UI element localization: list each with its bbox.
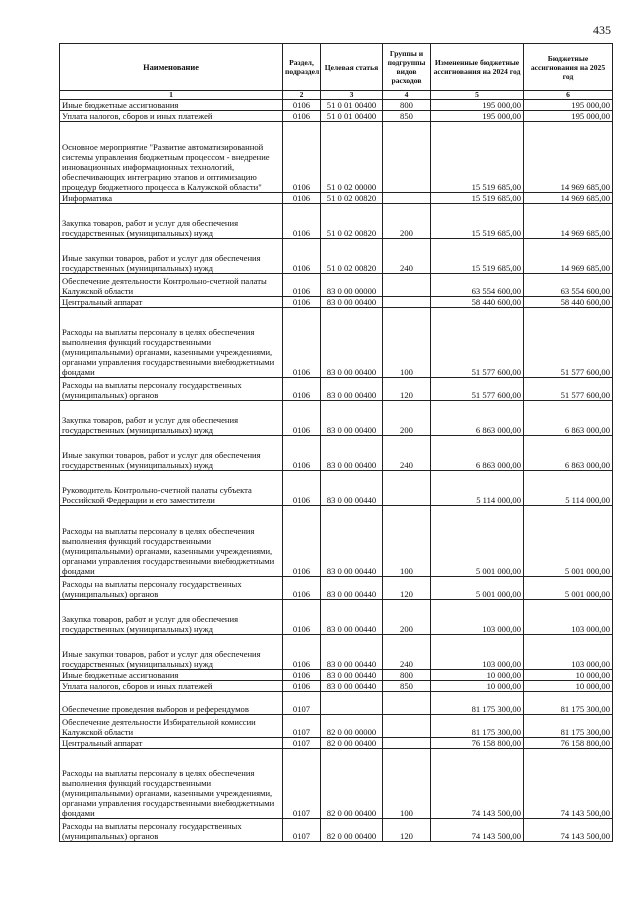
row-section: 0106 — [283, 378, 321, 401]
row-group — [383, 193, 431, 204]
row-target: 51 0 01 00400 — [321, 100, 383, 111]
header-group: Группы и подгруппы видов расходов — [383, 44, 431, 91]
row-amount-2024: 81 175 300,00 — [431, 692, 524, 715]
row-section: 0106 — [283, 670, 321, 681]
table-row — [60, 681, 613, 692]
row-name: Обеспечение проведения выборов и референдумов — [60, 692, 283, 715]
row-section: 0106 — [283, 471, 321, 506]
row-section: 0106 — [283, 239, 321, 274]
column-number: 3 — [321, 91, 383, 100]
row-amount-2024: 74 143 500,00 — [431, 749, 524, 819]
row-group — [383, 715, 431, 738]
row-amount-2025: 51 577 600,00 — [524, 378, 613, 401]
row-name: Информатика — [60, 193, 283, 204]
row-amount-2024: 6 863 000,00 — [431, 401, 524, 436]
table-row — [60, 600, 613, 635]
row-group: 120 — [383, 577, 431, 600]
row-amount-2025: 103 000,00 — [524, 635, 613, 670]
row-amount-2024: 58 440 600,00 — [431, 297, 524, 308]
row-target — [321, 692, 383, 715]
row-group: 240 — [383, 436, 431, 471]
row-name: Уплата налогов, сборов и иных платежей — [60, 111, 283, 122]
column-number: 6 — [524, 91, 613, 100]
row-group: 850 — [383, 111, 431, 122]
row-amount-2024: 103 000,00 — [431, 600, 524, 635]
page-number: 435 — [593, 23, 611, 37]
header-section: Раздел, подраздел — [283, 44, 321, 91]
row-amount-2025: 14 969 685,00 — [524, 122, 613, 193]
row-target: 51 0 02 00820 — [321, 204, 383, 239]
row-name: Уплата налогов, сборов и иных платежей — [60, 681, 283, 692]
row-group — [383, 471, 431, 506]
row-section: 0106 — [283, 274, 321, 297]
row-name: Расходы на выплаты персоналу государственных (муниципальных) органов — [60, 577, 283, 600]
row-group: 850 — [383, 681, 431, 692]
row-amount-2025: 195 000,00 — [524, 100, 613, 111]
row-target: 83 0 00 00400 — [321, 378, 383, 401]
row-name: Основное мероприятие "Развитие автоматизированной системы управления бюджетным процессом - внедрение инновационных информационных технологий, обеспечивающих интеграцию этапов и оптимизацию процедур бюджетного процесса в Калужской области" — [60, 122, 283, 193]
row-amount-2024: 103 000,00 — [431, 635, 524, 670]
row-amount-2025: 14 969 685,00 — [524, 193, 613, 204]
row-name: Иные бюджетные ассигнования — [60, 100, 283, 111]
row-target: 83 0 00 00400 — [321, 401, 383, 436]
row-amount-2024: 5 001 000,00 — [431, 577, 524, 600]
row-amount-2024: 15 519 685,00 — [431, 204, 524, 239]
row-section: 0106 — [283, 436, 321, 471]
row-name: Иные закупки товаров, работ и услуг для обеспечения государственных (муниципальных) нужд — [60, 635, 283, 670]
row-amount-2024: 195 000,00 — [431, 111, 524, 122]
row-target: 51 0 02 00820 — [321, 239, 383, 274]
column-number: 2 — [283, 91, 321, 100]
row-amount-2025: 5 001 000,00 — [524, 577, 613, 600]
row-group: 100 — [383, 308, 431, 378]
header-amount-2024: Измененные бюджетные ассигнования на 2024 год — [431, 44, 524, 91]
row-amount-2024: 74 143 500,00 — [431, 819, 524, 842]
row-section: 0107 — [283, 738, 321, 749]
table-row — [60, 401, 613, 436]
table-row — [60, 204, 613, 239]
table-row — [60, 692, 613, 715]
row-target: 83 0 00 00000 — [321, 274, 383, 297]
row-target: 83 0 00 00440 — [321, 600, 383, 635]
row-target: 83 0 00 00440 — [321, 635, 383, 670]
row-group: 120 — [383, 378, 431, 401]
row-group — [383, 122, 431, 193]
row-name: Закупка товаров, работ и услуг для обеспечения государственных (муниципальных) нужд — [60, 204, 283, 239]
row-amount-2024: 5 114 000,00 — [431, 471, 524, 506]
row-group: 240 — [383, 239, 431, 274]
table-row — [60, 635, 613, 670]
row-amount-2025: 81 175 300,00 — [524, 715, 613, 738]
row-amount-2025: 74 143 500,00 — [524, 749, 613, 819]
row-target: 83 0 00 00400 — [321, 436, 383, 471]
column-number: 4 — [383, 91, 431, 100]
row-group: 100 — [383, 749, 431, 819]
row-amount-2024: 15 519 685,00 — [431, 122, 524, 193]
row-name: Центральный аппарат — [60, 738, 283, 749]
column-number-row — [60, 91, 613, 100]
row-section: 0106 — [283, 577, 321, 600]
table-row — [60, 100, 613, 111]
row-amount-2024: 51 577 600,00 — [431, 308, 524, 378]
row-target: 82 0 00 00400 — [321, 738, 383, 749]
table-row — [60, 436, 613, 471]
row-name: Расходы на выплаты персоналу в целях обеспечения выполнения функций государственными (муниципальными) органами, казенными учреждениями, органами управления государственными внебюджетными фондами — [60, 308, 283, 378]
row-section: 0106 — [283, 100, 321, 111]
row-section: 0106 — [283, 204, 321, 239]
row-group: 200 — [383, 401, 431, 436]
row-amount-2025: 58 440 600,00 — [524, 297, 613, 308]
table-row — [60, 297, 613, 308]
table-row — [60, 378, 613, 401]
row-amount-2024: 10 000,00 — [431, 670, 524, 681]
row-amount-2024: 6 863 000,00 — [431, 436, 524, 471]
row-amount-2024: 15 519 685,00 — [431, 239, 524, 274]
row-target: 51 0 02 00820 — [321, 193, 383, 204]
row-target: 51 0 02 00000 — [321, 122, 383, 193]
row-section: 0107 — [283, 819, 321, 842]
row-section: 0106 — [283, 635, 321, 670]
row-section: 0106 — [283, 308, 321, 378]
row-amount-2025: 6 863 000,00 — [524, 436, 613, 471]
row-amount-2025: 81 175 300,00 — [524, 692, 613, 715]
row-section: 0106 — [283, 122, 321, 193]
row-amount-2024: 76 158 800,00 — [431, 738, 524, 749]
row-group — [383, 738, 431, 749]
row-name: Обеспечение деятельности Избирательной комиссии Калужской области — [60, 715, 283, 738]
row-group: 240 — [383, 635, 431, 670]
table-row — [60, 471, 613, 506]
row-section: 0107 — [283, 749, 321, 819]
row-amount-2025: 10 000,00 — [524, 681, 613, 692]
table-row — [60, 111, 613, 122]
row-name: Иные бюджетные ассигнования — [60, 670, 283, 681]
table-body — [60, 100, 613, 842]
row-name: Обеспечение деятельности Контрольно-счетной палаты Калужской области — [60, 274, 283, 297]
row-amount-2025: 74 143 500,00 — [524, 819, 613, 842]
row-name: Иные закупки товаров, работ и услуг для обеспечения государственных (муниципальных) нужд — [60, 239, 283, 274]
table-row — [60, 670, 613, 681]
row-amount-2025: 6 863 000,00 — [524, 401, 613, 436]
row-name: Расходы на выплаты персоналу в целях обеспечения выполнения функций государственными (муниципальными) органами, казенными учреждениями, органами управления государственными внебюджетными фондами — [60, 749, 283, 819]
row-amount-2025: 76 158 800,00 — [524, 738, 613, 749]
row-name: Руководитель Контрольно-счетной палаты субъекта Российской Федерации и его заместители — [60, 471, 283, 506]
row-target: 83 0 00 00440 — [321, 681, 383, 692]
row-amount-2025: 195 000,00 — [524, 111, 613, 122]
row-group: 120 — [383, 819, 431, 842]
row-amount-2025: 51 577 600,00 — [524, 308, 613, 378]
row-section: 0106 — [283, 111, 321, 122]
row-group: 800 — [383, 670, 431, 681]
row-target: 82 0 00 00000 — [321, 715, 383, 738]
row-amount-2025: 10 000,00 — [524, 670, 613, 681]
table-row — [60, 819, 613, 842]
row-section: 0106 — [283, 193, 321, 204]
row-name: Закупка товаров, работ и услуг для обеспечения государственных (муниципальных) нужд — [60, 401, 283, 436]
table-row — [60, 239, 613, 274]
row-amount-2025: 14 969 685,00 — [524, 204, 613, 239]
row-amount-2025: 63 554 600,00 — [524, 274, 613, 297]
row-amount-2024: 10 000,00 — [431, 681, 524, 692]
row-name: Иные закупки товаров, работ и услуг для обеспечения государственных (муниципальных) нужд — [60, 436, 283, 471]
row-amount-2024: 51 577 600,00 — [431, 378, 524, 401]
row-group — [383, 297, 431, 308]
row-group — [383, 692, 431, 715]
row-name: Закупка товаров, работ и услуг для обеспечения государственных (муниципальных) нужд — [60, 600, 283, 635]
column-number: 5 — [431, 91, 524, 100]
row-amount-2025: 5 114 000,00 — [524, 471, 613, 506]
row-group: 200 — [383, 204, 431, 239]
row-amount-2024: 81 175 300,00 — [431, 715, 524, 738]
table-row — [60, 308, 613, 378]
row-group: 100 — [383, 506, 431, 577]
row-group — [383, 274, 431, 297]
row-amount-2025: 14 969 685,00 — [524, 239, 613, 274]
column-number: 1 — [60, 91, 283, 100]
header-amount-2025: Бюджетные ассигнования на 2025 год — [524, 44, 613, 91]
row-target: 83 0 00 00440 — [321, 670, 383, 681]
header-row — [60, 44, 613, 91]
row-target: 83 0 00 00440 — [321, 471, 383, 506]
row-section: 0106 — [283, 401, 321, 436]
row-section: 0107 — [283, 715, 321, 738]
row-section: 0106 — [283, 600, 321, 635]
table-row — [60, 122, 613, 193]
row-section: 0106 — [283, 681, 321, 692]
row-amount-2025: 103 000,00 — [524, 600, 613, 635]
row-target: 51 0 01 00400 — [321, 111, 383, 122]
budget-table — [59, 43, 613, 842]
table-row — [60, 193, 613, 204]
header-target: Целевая статья — [321, 44, 383, 91]
header-name: Наименование — [60, 44, 283, 91]
row-name: Расходы на выплаты персоналу в целях обеспечения выполнения функций государственными (муниципальными) органами, казенными учреждениями, органами управления государственными внебюджетными фондами — [60, 506, 283, 577]
row-section: 0107 — [283, 692, 321, 715]
row-amount-2024: 15 519 685,00 — [431, 193, 524, 204]
row-target: 82 0 00 00400 — [321, 819, 383, 842]
table-row — [60, 577, 613, 600]
row-amount-2024: 195 000,00 — [431, 100, 524, 111]
row-amount-2025: 5 001 000,00 — [524, 506, 613, 577]
row-group: 800 — [383, 100, 431, 111]
table-row — [60, 506, 613, 577]
table-row — [60, 738, 613, 749]
table-row — [60, 749, 613, 819]
row-target: 82 0 00 00400 — [321, 749, 383, 819]
row-name: Расходы на выплаты персоналу государственных (муниципальных) органов — [60, 378, 283, 401]
row-name: Расходы на выплаты персоналу государственных (муниципальных) органов — [60, 819, 283, 842]
row-target: 83 0 00 00400 — [321, 297, 383, 308]
row-amount-2024: 5 001 000,00 — [431, 506, 524, 577]
row-section: 0106 — [283, 297, 321, 308]
table-row — [60, 715, 613, 738]
row-name: Центральный аппарат — [60, 297, 283, 308]
row-amount-2024: 63 554 600,00 — [431, 274, 524, 297]
row-target: 83 0 00 00440 — [321, 577, 383, 600]
table-row — [60, 274, 613, 297]
row-section: 0106 — [283, 506, 321, 577]
row-target: 83 0 00 00400 — [321, 308, 383, 378]
row-group: 200 — [383, 600, 431, 635]
row-target: 83 0 00 00440 — [321, 506, 383, 577]
